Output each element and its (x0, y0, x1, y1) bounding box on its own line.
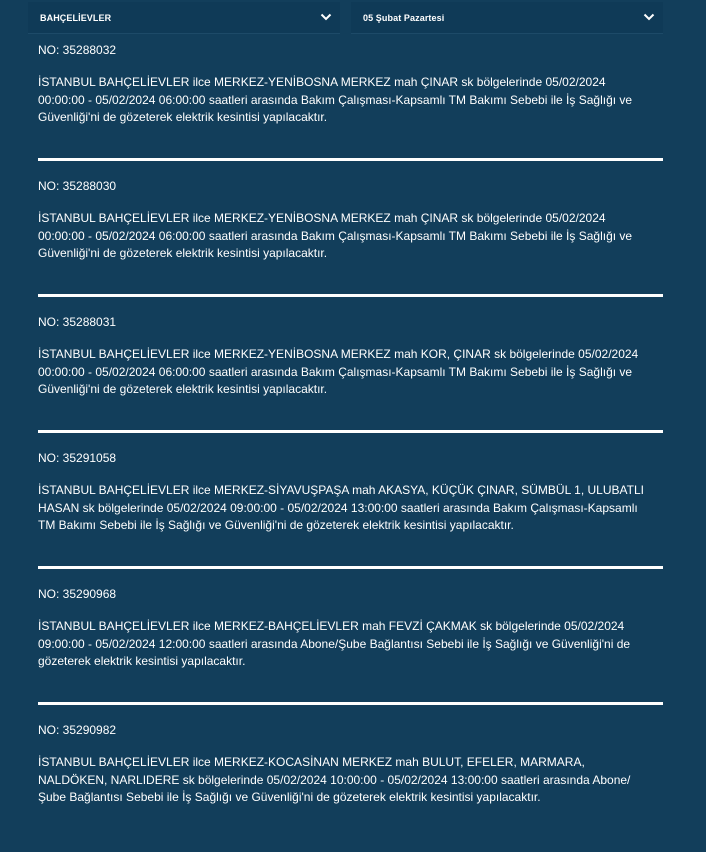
filter-bar (28, 2, 663, 34)
outage-description: İSTANBUL BAHÇELİEVLER ilce MERKEZ-SİYAVUŞPAŞA mah AKASYA, KÜÇÜK ÇINAR, SÜMBÜL 1, ULUBATLI HASAN sk bölgelerinde 05/02/2024 09:00:00 - 05/02/2024 13:00:00 saatleri arasında Bakım Çalışması-Kapsamlı TM Bakımı Sebebi ile İş Sağlığı ve Güvenliği'ni de gözeterek elektrik kesintisi yapılacaktır. (38, 483, 644, 532)
outage-item (38, 308, 663, 444)
outage-number: NO: 35288030 (38, 179, 117, 193)
outage-number: NO: 35290968 (38, 587, 117, 601)
district-select-value: BAHÇELİEVLER (40, 12, 112, 23)
outage-number: NO: 35291058 (38, 451, 117, 465)
outage-description: İSTANBUL BAHÇELİEVLER ilce MERKEZ-KOCASİNAN MERKEZ mah BULUT, EFELER, MARMARA, NALDÖKEN, NARLIDERE sk bölgelerinde 05/02/2024 10:00:00 - 05/02/2024 13:00:00 saatleri arasında Abone/Şube Bağlantısı Sebebi ile İş Sağlığı ve Güvenliği'ni de gözeterek elektrik kesintisi yapılacaktır. (38, 755, 631, 804)
divider (38, 702, 663, 705)
chevron-down-icon (643, 12, 655, 22)
outage-number: NO: 35288031 (38, 315, 117, 329)
divider (38, 566, 663, 569)
outage-item (38, 172, 663, 308)
outage-item (38, 580, 663, 716)
outage-item (38, 36, 663, 172)
outage-number: NO: 35288032 (38, 43, 117, 57)
outage-description: İSTANBUL BAHÇELİEVLER ilce MERKEZ-YENİBOSNA MERKEZ mah ÇINAR sk bölgelerinde 05/02/2024 00:00:00 - 05/02/2024 06:00:00 saatleri arasında Bakım Çalışması-Kapsamlı TM Bakımı Sebebi ile İş Sağlığı ve Güvenliği'ni de gözeterek elektrik kesintisi yapılacaktır. (38, 75, 633, 124)
chevron-down-icon (320, 12, 332, 22)
date-select[interactable] (351, 2, 663, 34)
outage-number: NO: 35290982 (38, 723, 117, 737)
date-select-value: 05 Şubat Pazartesi (363, 12, 445, 23)
outage-item (38, 716, 663, 852)
outage-description: İSTANBUL BAHÇELİEVLER ilce MERKEZ-BAHÇELİEVLER mah FEVZİ ÇAKMAK sk bölgelerinde 05/02/2024 09:00:00 - 05/02/2024 12:00:00 saatleri arasında Abone/Şube Bağlantısı Sebebi ile İş Sağlığı ve Güvenliği'ni de gözeterek elektrik kesintisi yapılacaktır. (38, 619, 631, 668)
divider (38, 158, 663, 161)
outage-list (38, 36, 663, 852)
divider (38, 294, 663, 297)
district-select[interactable] (28, 2, 340, 34)
outage-description: İSTANBUL BAHÇELİEVLER ilce MERKEZ-YENİBOSNA MERKEZ mah KOR, ÇINAR sk bölgelerinde 05/02/2024 00:00:00 - 05/02/2024 06:00:00 saatleri arasında Bakım Çalışması-Kapsamlı TM Bakımı Sebebi ile İş Sağlığı ve Güvenliği'ni de gözeterek elektrik kesintisi yapılacaktır. (38, 347, 639, 396)
outage-description: İSTANBUL BAHÇELİEVLER ilce MERKEZ-YENİBOSNA MERKEZ mah ÇINAR sk bölgelerinde 05/02/2024 00:00:00 - 05/02/2024 06:00:00 saatleri arasında Bakım Çalışması-Kapsamlı TM Bakımı Sebebi ile İş Sağlığı ve Güvenliği'ni de gözeterek elektrik kesintisi yapılacaktır. (38, 211, 633, 260)
outage-item (38, 444, 663, 580)
divider (38, 430, 663, 433)
